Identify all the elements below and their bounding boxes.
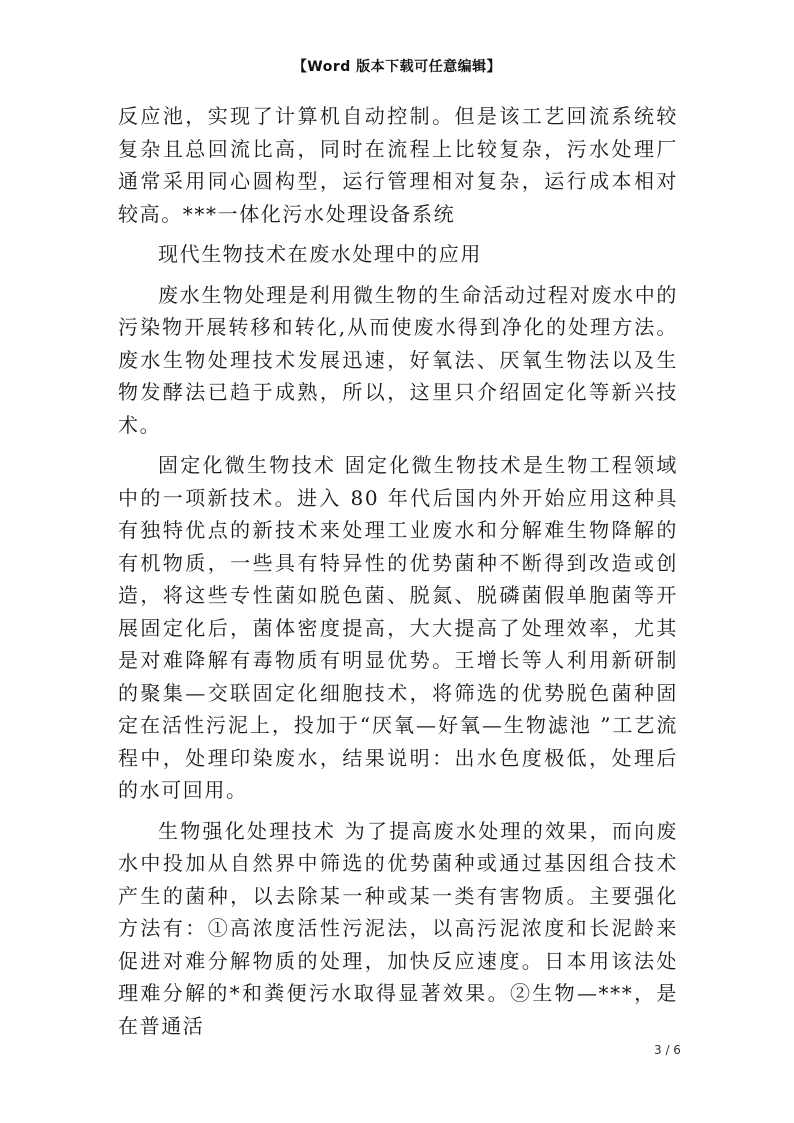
section-title: 现代生物技术在废水处理中的应用 <box>158 242 482 266</box>
document-body <box>118 100 678 1050</box>
paragraph-immobilized-microbes: 固定化微生物技术 固定化微生物技术是生物工程领域中的一项新技术。进入 80 年代后国内外开始应用这种具有独特优点的新技术来处理工业废水和分解难生物降解的有机物质，一些具有特异性的优势菌种不断得到改造或创造，将这些专性菌如脱色菌、脱氮、脱磷菌假单胞菌等开展固定化后，菌体密度提高，大大提高了处理效率，尤其是对难降解有毒物质有明显优势。王增长等人利用新研制的聚集—交联固定化细胞技术，将筛选的优势脱色菌种固定在活性污泥上，投加于“厌氧—好氧—生物滤池 ”工艺流程中，处理印染废水，结果说明：出水色度极低，处理后的水可回用。 <box>118 453 678 802</box>
page-number: 3 / 6 <box>654 1043 681 1057</box>
paragraph-intro: 废水生物处理是利用微生物的生命活动过程对废水中的污染物开展转移和转化,从而使废水得到净化的处理方法。废水生物处理技术发展迅速，好氧法、厌氧生物法以及生物发酵法已趋于成熟，所以，这里只介绍固定化等新兴技术。 <box>118 282 678 437</box>
document-header: 【Word 版本下载可任意编辑】 <box>292 59 502 75</box>
paragraph-bioaugmentation: 生物强化处理技术 为了提高废水处理的效果，而向废水中投加从自然界中筛选的优势菌种或通过基因组合技术产生的菌种，以去除某一种或某一类有害物质。主要强化方法有：①高浓度活性污泥法，以高污泥浓度和长泥龄来促进对难分解物质的处理，加快反应速度。日本用该法处理难分解的*和粪便污水取得显著效果。②生物—***，是在普通活 <box>118 818 678 1038</box>
paragraph-continuation: 反应池，实现了计算机自动控制。但是该工艺回流系统较复杂且总回流比高，同时在流程上比较复杂，污水处理厂通常采用同心圆构型，运行管理相对复杂，运行成本相对较高。***一体化污水处理设备系统 <box>118 104 678 226</box>
